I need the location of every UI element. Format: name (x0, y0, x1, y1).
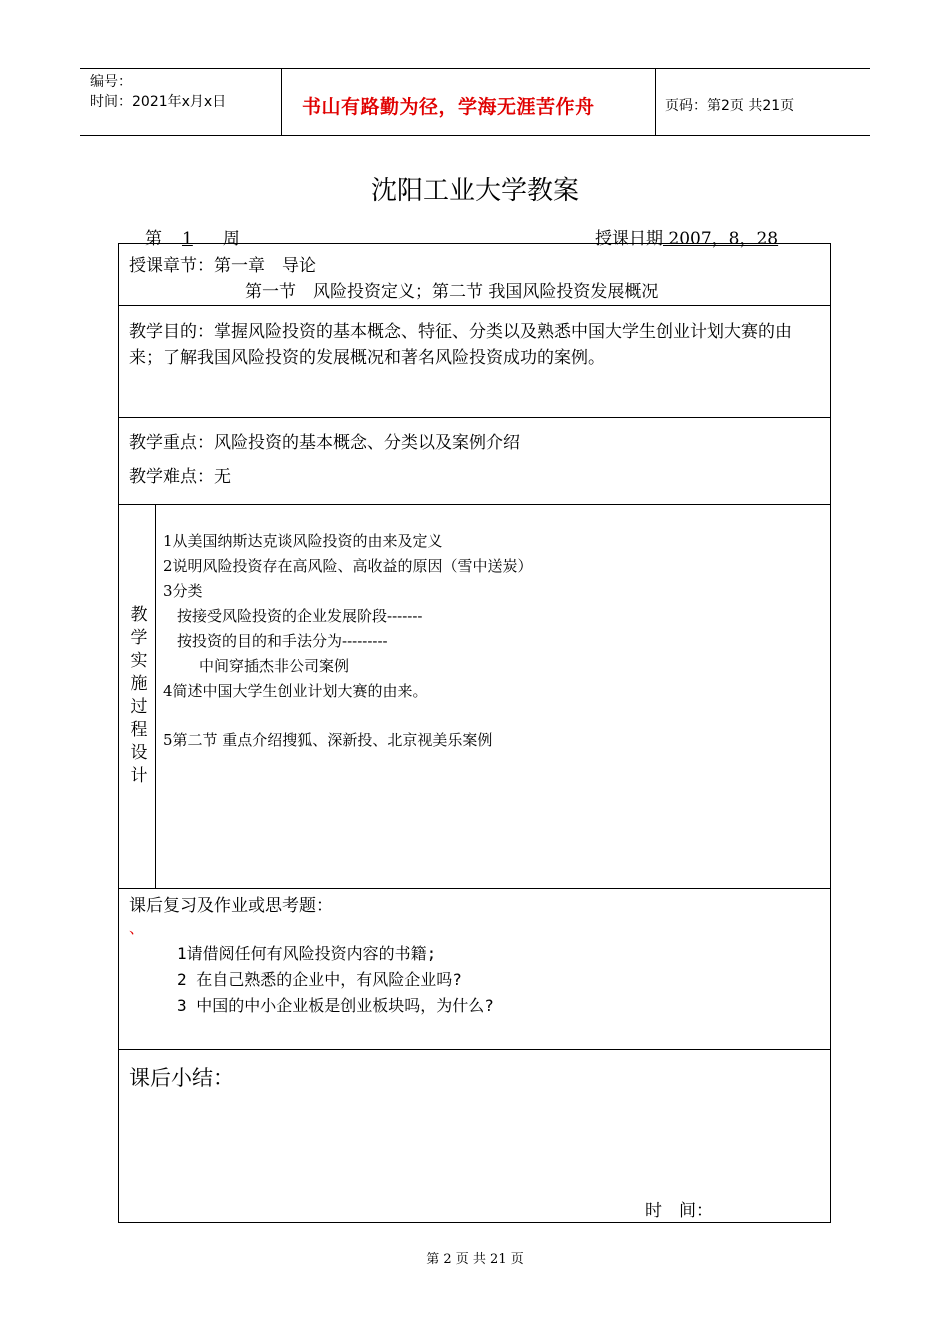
summary-time-label: 时 间： (645, 1201, 713, 1221)
process-row (119, 505, 830, 889)
homework-mark: 、 (129, 919, 145, 937)
process-item-3: 3分类 (163, 582, 203, 600)
page-footer: 第 2 页 共 21 页 (426, 1252, 524, 1267)
homework-row (119, 889, 830, 1050)
chapter-line-1: 授课章节：第一章 导论 (129, 256, 316, 276)
process-subitem-1: 按接受风险投资的企业发展阶段------- (177, 607, 423, 625)
teach-date-label: 授课日期 (595, 229, 663, 249)
week-suffix: 周 (222, 229, 240, 249)
process-subitem-3: 中间穿插杰非公司案例 (199, 657, 350, 675)
document-title: 沈阳工业大学教案 (370, 176, 579, 206)
process-item-4: 4简述中国大学生创业计划大赛的由来。 (163, 682, 428, 700)
time-label: 时间：2021年x月x日 (90, 94, 227, 110)
number-label: 编号： (90, 74, 132, 90)
process-label-cell (119, 505, 156, 888)
header-divider-1 (281, 68, 282, 136)
page-info: 页码：第2页 共21页 (665, 98, 795, 114)
lesson-plan-table (118, 243, 831, 1223)
teach-date-value: 2007，8，28 (663, 229, 779, 249)
week-prefix: 第 (145, 229, 162, 249)
header-top-rule (80, 68, 870, 69)
homework-item-1: 1请借阅任何有风险投资内容的书籍; (177, 944, 437, 963)
header-divider-2 (655, 68, 656, 136)
process-label: 教学实施过程设计 (126, 604, 147, 789)
process-item-2: 2说明风险投资存在高风险、高收益的原因（雪中送炭） (163, 557, 533, 575)
slogan: 书山有路勤为径，学海无涯苦作舟 (302, 96, 595, 118)
objective-row (119, 306, 830, 418)
focus-row (119, 418, 830, 505)
objective-text: 教学目的：掌握风险投资的基本概念、特征、分类以及熟悉中国大学生创业计划大赛的由来；了解我国风险投资的发展概况和著名风险投资成功的案例。 (129, 322, 792, 368)
chapter-line-2: 第一节 风险投资定义；第二节 我国风险投资发展概况 (245, 282, 659, 302)
week-value: 1 (182, 229, 193, 249)
homework-title: 课后复习及作业或思考题： (129, 896, 333, 916)
summary-title: 课后小结： (129, 1066, 234, 1090)
process-item-5: 5第二节 重点介绍搜狐、深新投、北京视美乐案例 (163, 731, 493, 749)
homework-item-3: 3 中国的中小企业板是创业板块吗，为什么? (177, 996, 494, 1015)
homework-item-2: 2 在自己熟悉的企业中，有风险企业吗? (177, 970, 462, 989)
process-subitem-2: 按投资的目的和手法分为--------- (177, 632, 388, 650)
header-bottom-rule (80, 135, 870, 136)
key-point-text: 教学重点：风险投资的基本概念、分类以及案例介绍 (129, 433, 520, 453)
process-item-1: 1从美国纳斯达克谈风险投资的由来及定义 (163, 532, 443, 550)
summary-row (119, 1050, 830, 1222)
chapter-row (119, 244, 830, 306)
header-meta (90, 72, 226, 112)
difficulty-text: 教学难点：无 (129, 467, 231, 487)
